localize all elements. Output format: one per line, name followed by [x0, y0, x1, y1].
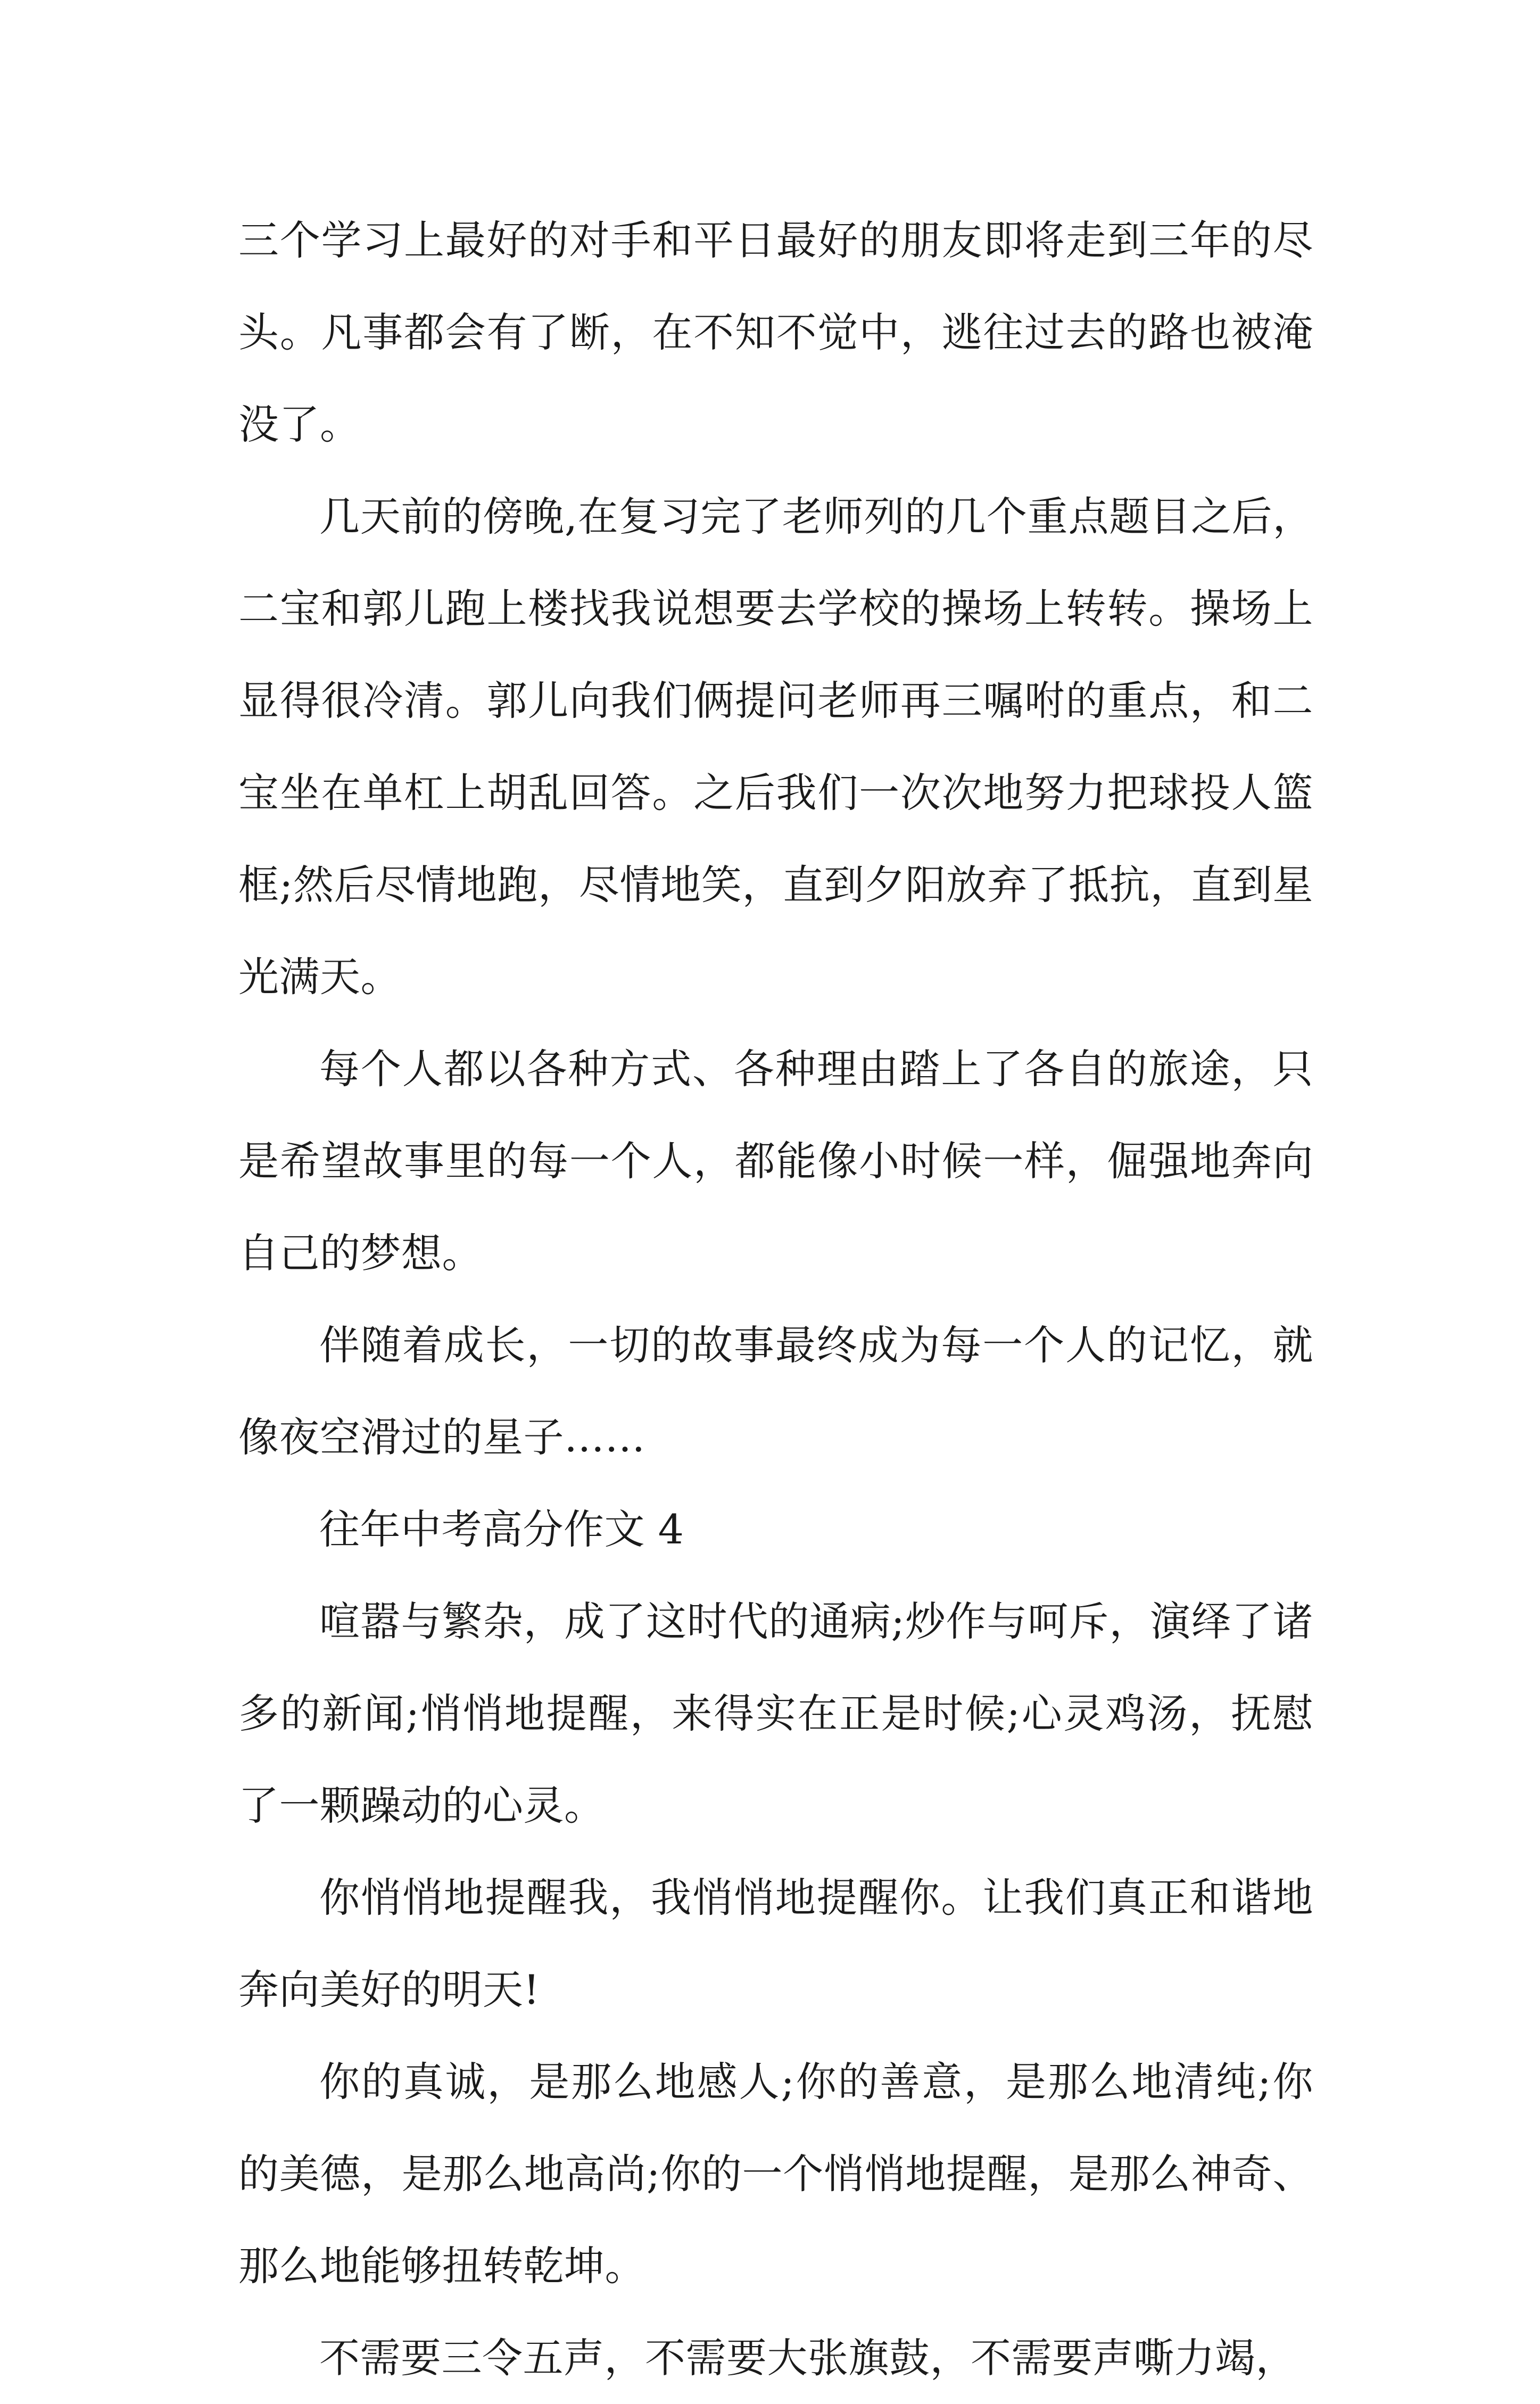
paragraph-2: 几天前的傍晚,在复习完了老师列的几个重点题目之后，二宝和郭儿跑上楼找我说想要去学校的操场上转转。操场上显得很冷清。郭儿向我们俩提问老师再三嘱咐的重点，和二宝坐在单杠上胡乱回答。之后我们一次次地努力把球投人篮框;然后尽情地跑，尽情地笑，直到夕阳放弃了抵抗，直到星光满天。: [238, 493, 1313, 1001]
paragraph-1: 三个学习上最好的对手和平日最好的朋友即将走到三年的尽头。凡事都会有了断，在不知不觉中，逃往过去的路也被淹没了。: [238, 217, 1313, 448]
paragraph-3: 每个人都以各种方式、各种理由踏上了各自的旅途，只是希望故事里的每一个人，都能像小时候一样，倔强地奔向自己的梦想。: [238, 1045, 1313, 1277]
paragraph-7: 你悄悄地提醒我，我悄悄地提醒你。让我们真正和谐地奔向美好的明天!: [238, 1874, 1313, 2013]
paragraph-8: 你的真诚，是那么地感人;你的善意，是那么地清纯;你的美德，是那么地高尚;你的一个悄悄地提醒，是那么神奇、那么地能够扭转乾坤。: [238, 2058, 1313, 2290]
section-heading: 往年中考高分作文 4: [319, 1506, 684, 1553]
paragraph-6: 喧嚣与繁杂，成了这时代的通病;炒作与呵斥，演绎了诸多的新闻;悄悄地提醒，来得实在正是时候;心灵鸡汤，抚慰了一颗躁动的心灵。: [238, 1598, 1313, 1829]
paragraph-4: 伴随着成长，一切的故事最终成为每一个人的记忆，就像夜空滑过的星子……: [238, 1321, 1313, 1461]
document-body: [238, 194, 1313, 2404]
paragraph-9: 不需要三令五声，不需要大张旗鼓，不需要声嘶力竭，: [319, 2334, 1296, 2382]
